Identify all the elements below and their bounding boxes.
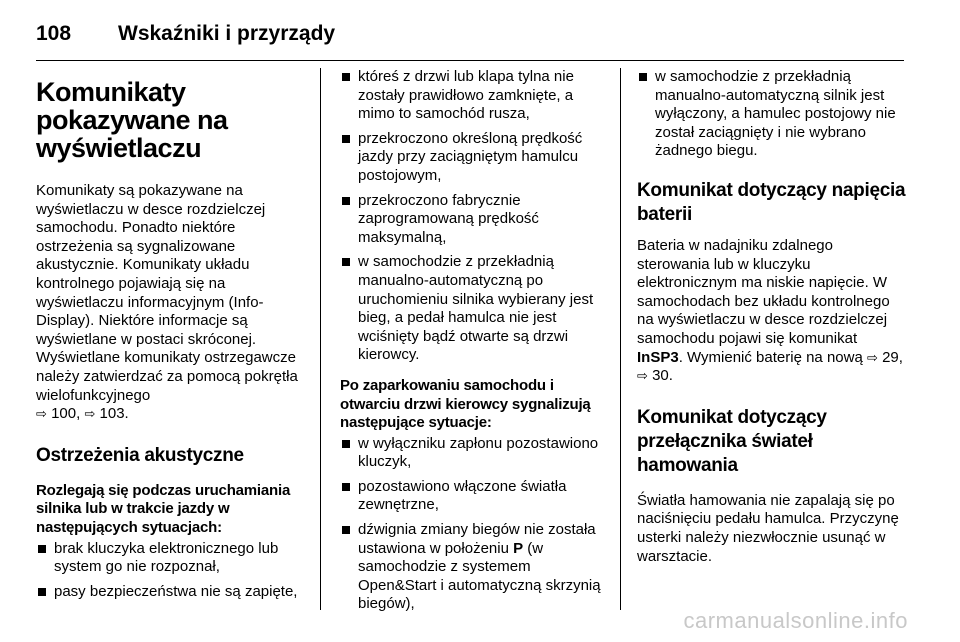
section-heading-brake-light-switch: Komunikat dotyczący przełącznika świateł hamowania — [637, 406, 827, 476]
ref-separator: , — [898, 348, 903, 366]
page-number: 108 — [36, 22, 72, 45]
reference-arrow-icon[interactable]: ⇨ — [637, 368, 648, 384]
section-heading-display-messages: Komunikaty pokazywane na wyświetlaczu — [36, 77, 228, 163]
message-code: InSP3 — [637, 348, 679, 366]
battery-paragraph — [637, 237, 907, 386]
list-item: przekroczono określoną prędkość jazdy przy zaciągniętym hamulcu postojowym, — [340, 130, 610, 186]
battery-text: Bateria w nadajniku zdalnego sterowania lub w kluczyku elektronicznym ma niskie napięcie. W samochodach bez układu kontrolnego na wyświetlaczu w desce rozdzielczej samochodu pojawi się komunikat — [637, 236, 890, 347]
column-divider-2 — [620, 68, 621, 610]
page-ref[interactable]: 100 — [51, 405, 77, 423]
brake-paragraph: Światła hamowania nie zapalają się po naciśnięciu pedału hamulca. Przyczynę usterki należy niezwłocznie usunąć w warsztacie. — [637, 491, 899, 565]
page-title: Wskaźniki i przyrządy — [118, 22, 336, 45]
warning-list — [36, 540, 308, 602]
list-item: w samochodzie z przekładnią manualno-automatyczną silnik jest wyłączony, a hamulec postojowy nie został zaciągnięty i nie wybrano żadnego biegu. — [637, 68, 907, 161]
intro-text: Komunikaty są pokazywane na wyświetlaczu w desce rozdzielczej samochodu. Ponadto niektóre ostrzeżenia są sygnalizowane akustycznie. Komunikaty układu kontrolnego pojawiają się na wyświetlaczu informacyjnym (Info-Display). Niektóre informacje są wyświetlane w postaci skróconej. Wyświetlane komunikaty ostrzegawcze należy zatwierdzać za pomocą pokrętła wielofunkcyjnego — [36, 182, 298, 404]
watermark: carmanualsonline.info — [683, 608, 908, 633]
gear-position-p: P — [513, 539, 524, 557]
column-3 — [637, 68, 907, 566]
warning-list — [340, 68, 610, 365]
list-item: któreś z drzwi lub klapa tylna nie zostały prawidłowo zamknięte, a mimo to samochód rusza, — [340, 68, 610, 124]
header-rule — [36, 60, 904, 61]
list-item: w wyłączniku zapłonu pozostawiono kluczyk, — [340, 435, 610, 472]
page-ref[interactable]: 103. — [99, 405, 129, 423]
battery-text: . Wymienić baterię na nową — [678, 348, 863, 366]
section-heading-battery-voltage: Komunikat dotyczący napięcia baterii — [637, 179, 906, 225]
page-header — [36, 18, 335, 50]
reference-arrow-icon[interactable]: ⇨ — [36, 406, 47, 422]
column-1 — [36, 68, 308, 607]
page-ref[interactable]: 29 — [882, 348, 899, 366]
list-item: w samochodzie z przekładnią manualno-automatyczną po uruchomieniu silnika wybierany jest bieg, a pedał hamulca nie jest wciśnięty bądź otwarte są drzwi kierowcy. — [340, 253, 610, 365]
intro-paragraph — [36, 182, 308, 424]
list-item-text: (w samochodzie z systemem Open&Start i automatyczną skrzynią biegów), — [358, 539, 601, 613]
sub-heading-after-parking: Po zaparkowaniu samochodu i otwarciu drzwi kierowcy sygnalizują następujące sytuacje: — [340, 376, 591, 432]
list-item: brak kluczyka elektronicznego lub system go nie rozpoznał, — [36, 540, 308, 577]
ref-separator: , — [76, 405, 81, 423]
column-divider-1 — [320, 68, 321, 610]
sub-heading-start-driving: Rozlegają się podczas uruchamiania silnika lub w trakcie jazdy w następujących sytuacjach: — [36, 481, 291, 536]
reference-arrow-icon[interactable]: ⇨ — [866, 349, 878, 365]
list-item-text: dźwignia zmiany biegów nie została ustawiona w położeniu — [358, 521, 596, 557]
column-2 — [340, 68, 610, 620]
list-item: pasy bezpieczeństwa nie są zapięte, — [36, 583, 308, 602]
parking-warning-list — [340, 435, 610, 614]
list-item — [340, 521, 610, 614]
warning-list — [637, 68, 907, 161]
section-heading-acoustic-warnings: Ostrzeżenia akustyczne — [36, 444, 244, 466]
list-item: pozostawiono włączone światła zewnętrzne, — [340, 478, 610, 515]
page-ref[interactable]: 30. — [652, 367, 673, 385]
list-item: przekroczono fabrycznie zaprogramowaną prędkość maksymalną, — [340, 192, 610, 248]
reference-arrow-icon[interactable]: ⇨ — [84, 406, 96, 422]
